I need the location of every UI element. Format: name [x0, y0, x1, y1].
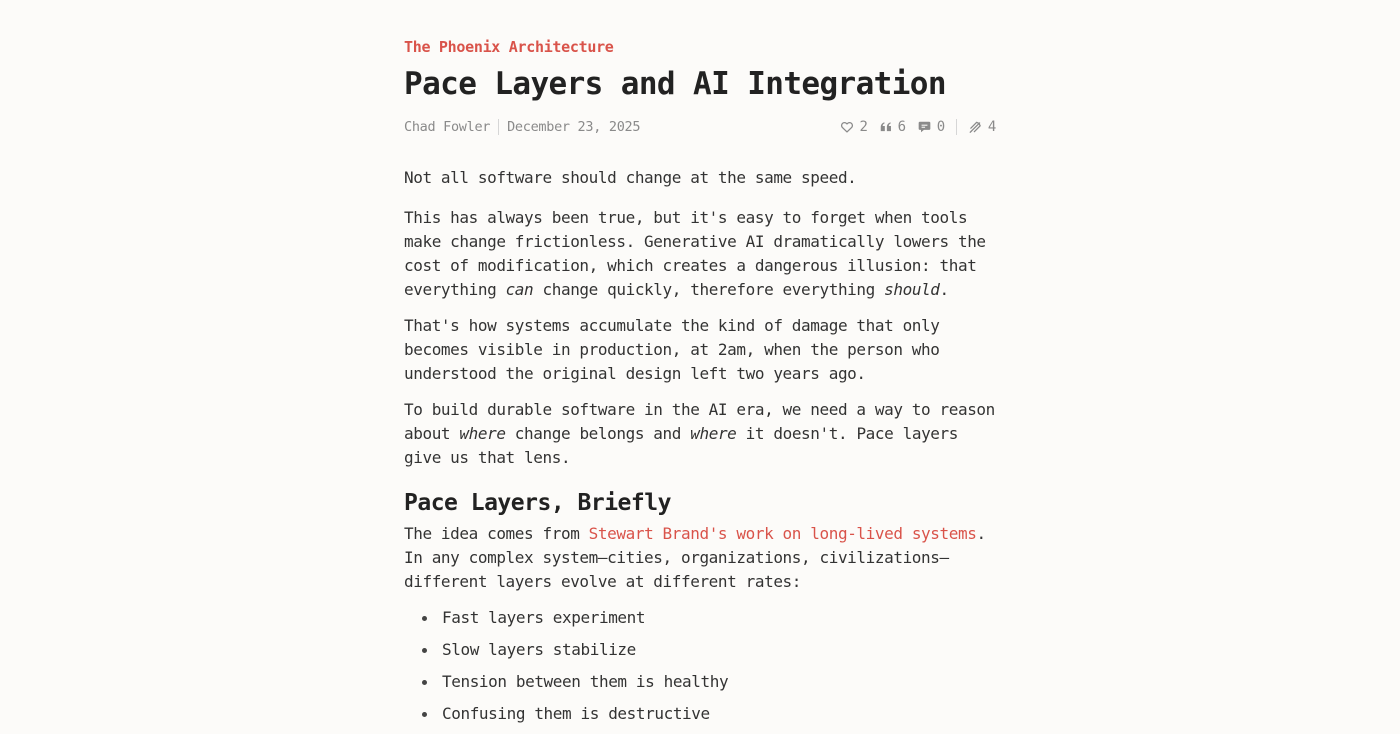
section-heading: Pace Layers, Briefly — [404, 490, 671, 516]
list-item: Tension between them is healthy — [442, 670, 996, 694]
byline-divider — [498, 119, 499, 135]
list-item: Fast layers experiment — [442, 606, 996, 630]
like-count: 2 — [859, 119, 868, 135]
text-run: change belongs and — [505, 424, 691, 443]
restack-button[interactable] — [879, 119, 906, 135]
engagement-bar — [829, 117, 996, 137]
bullet-list — [404, 606, 996, 726]
paragraph: Not all software should change at the same speed. — [404, 168, 857, 187]
article — [404, 36, 996, 734]
heart-icon — [840, 120, 854, 134]
text-run: it doesn't. Pace layers give us that lens. — [404, 424, 959, 467]
author-link[interactable]: Chad Fowler — [404, 119, 491, 135]
comment-count: 0 — [936, 119, 945, 135]
post-date: December 23, 2025 — [507, 119, 641, 135]
post-body — [404, 166, 996, 726]
stewart-brand-link[interactable]: Stewart Brand's work on long-lived systems — [588, 524, 977, 543]
post-meta — [404, 117, 996, 137]
text-run: . In any complex system—cities, organizations, civilizations—different layers evolve at different rates: — [404, 524, 986, 591]
emphasis: where — [459, 424, 506, 443]
post-title: Pace Layers and AI Integration — [404, 66, 946, 102]
text-run: change quickly, therefore everything — [533, 280, 885, 299]
paragraph — [404, 398, 996, 470]
share-icon — [968, 120, 983, 134]
text-run: This has always been true, but it's easy to forget when tools make change frictionless. Generative AI dramatically lowers the cost of modification, which creates a dangerous illusion: that everything — [404, 208, 986, 299]
share-button[interactable] — [968, 119, 996, 135]
paragraph — [404, 206, 996, 302]
quote-icon — [879, 120, 893, 134]
list-item: Slow layers stabilize — [442, 638, 996, 662]
emphasis: should — [884, 280, 940, 299]
text-run: To build durable software in the AI era, we need a way to reason about — [404, 400, 995, 443]
restack-count: 6 — [897, 119, 906, 135]
publication-name-link[interactable]: The Phoenix Architecture — [404, 38, 614, 56]
engagement-divider — [956, 119, 957, 135]
emphasis: where — [690, 424, 737, 443]
byline — [404, 117, 640, 137]
paragraph: That's how systems accumulate the kind of damage that only becomes visible in production, at 2am, when the person who understood the original design left two years ago. — [404, 316, 940, 383]
share-count: 4 — [987, 119, 996, 135]
comments-button[interactable] — [917, 119, 945, 135]
text-run: . — [939, 280, 949, 299]
like-button[interactable] — [840, 119, 867, 135]
emphasis: can — [505, 280, 534, 299]
list-item: Confusing them is destructive — [442, 702, 996, 726]
text-run: The idea comes from — [404, 524, 589, 543]
comment-icon — [917, 120, 932, 134]
paragraph — [404, 522, 996, 594]
